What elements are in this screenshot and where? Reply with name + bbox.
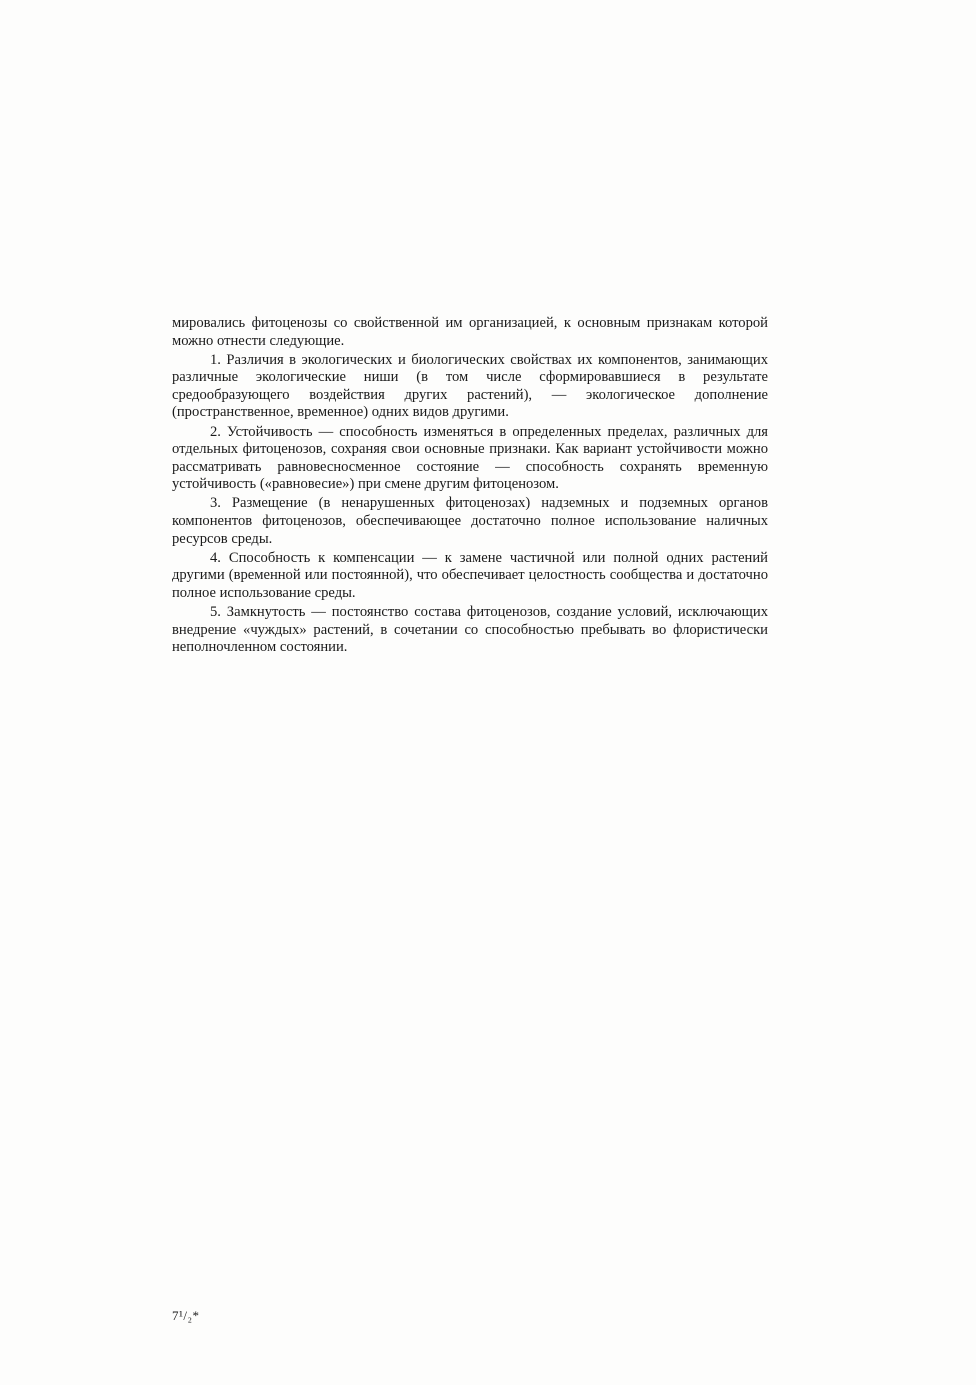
paragraph-item-4: 4. Способность к компенсации — к замене частичной или полной одних растений другими (временной или постоянной), что обеспечивает целостность сообщества и достаточно полное использование среды.	[172, 549, 768, 601]
signature-mark: 7¹/₂*	[172, 1308, 200, 1323]
paragraph-item-3: 3. Размещение (в ненарушенных фитоценозах) надземных и подземных органов компонентов фитоценозов, обеспечивающее достаточно полное использование наличных ресурсов среды.	[172, 495, 768, 547]
paragraph-continuation: мировались фитоценозы со свойственной им организацией, к основным признакам которой можно отнести следующие.	[172, 315, 768, 349]
paragraph-item-1: 1. Различия в экологических и биологических свойствах их компонентов, занимающих различные экологические ниши (в том числе сформировавшиеся в результате средообразующего воздействия других растений), — экологическое дополнение (пространственное, временное) одних видов другими.	[172, 351, 768, 421]
paragraph-item-5: 5. Замкнутость — постоянство состава фитоценозов, создание условий, исключающих внедрение «чуждых» растений, в сочетании со способностью пребывать во флористически неполночленном состоянии.	[172, 604, 768, 656]
paragraph-item-2: 2. Устойчивость — способность изменяться в определенных пределах, различных для отдельных фитоценозов, сохраняя свои основные признаки. Как вариант устойчивости можно рассматривать равновесносменное состояние — способность сохранять временную устойчивость («равновесие») при смене другим фитоценозом.	[172, 423, 768, 493]
body-text	[172, 315, 768, 658]
